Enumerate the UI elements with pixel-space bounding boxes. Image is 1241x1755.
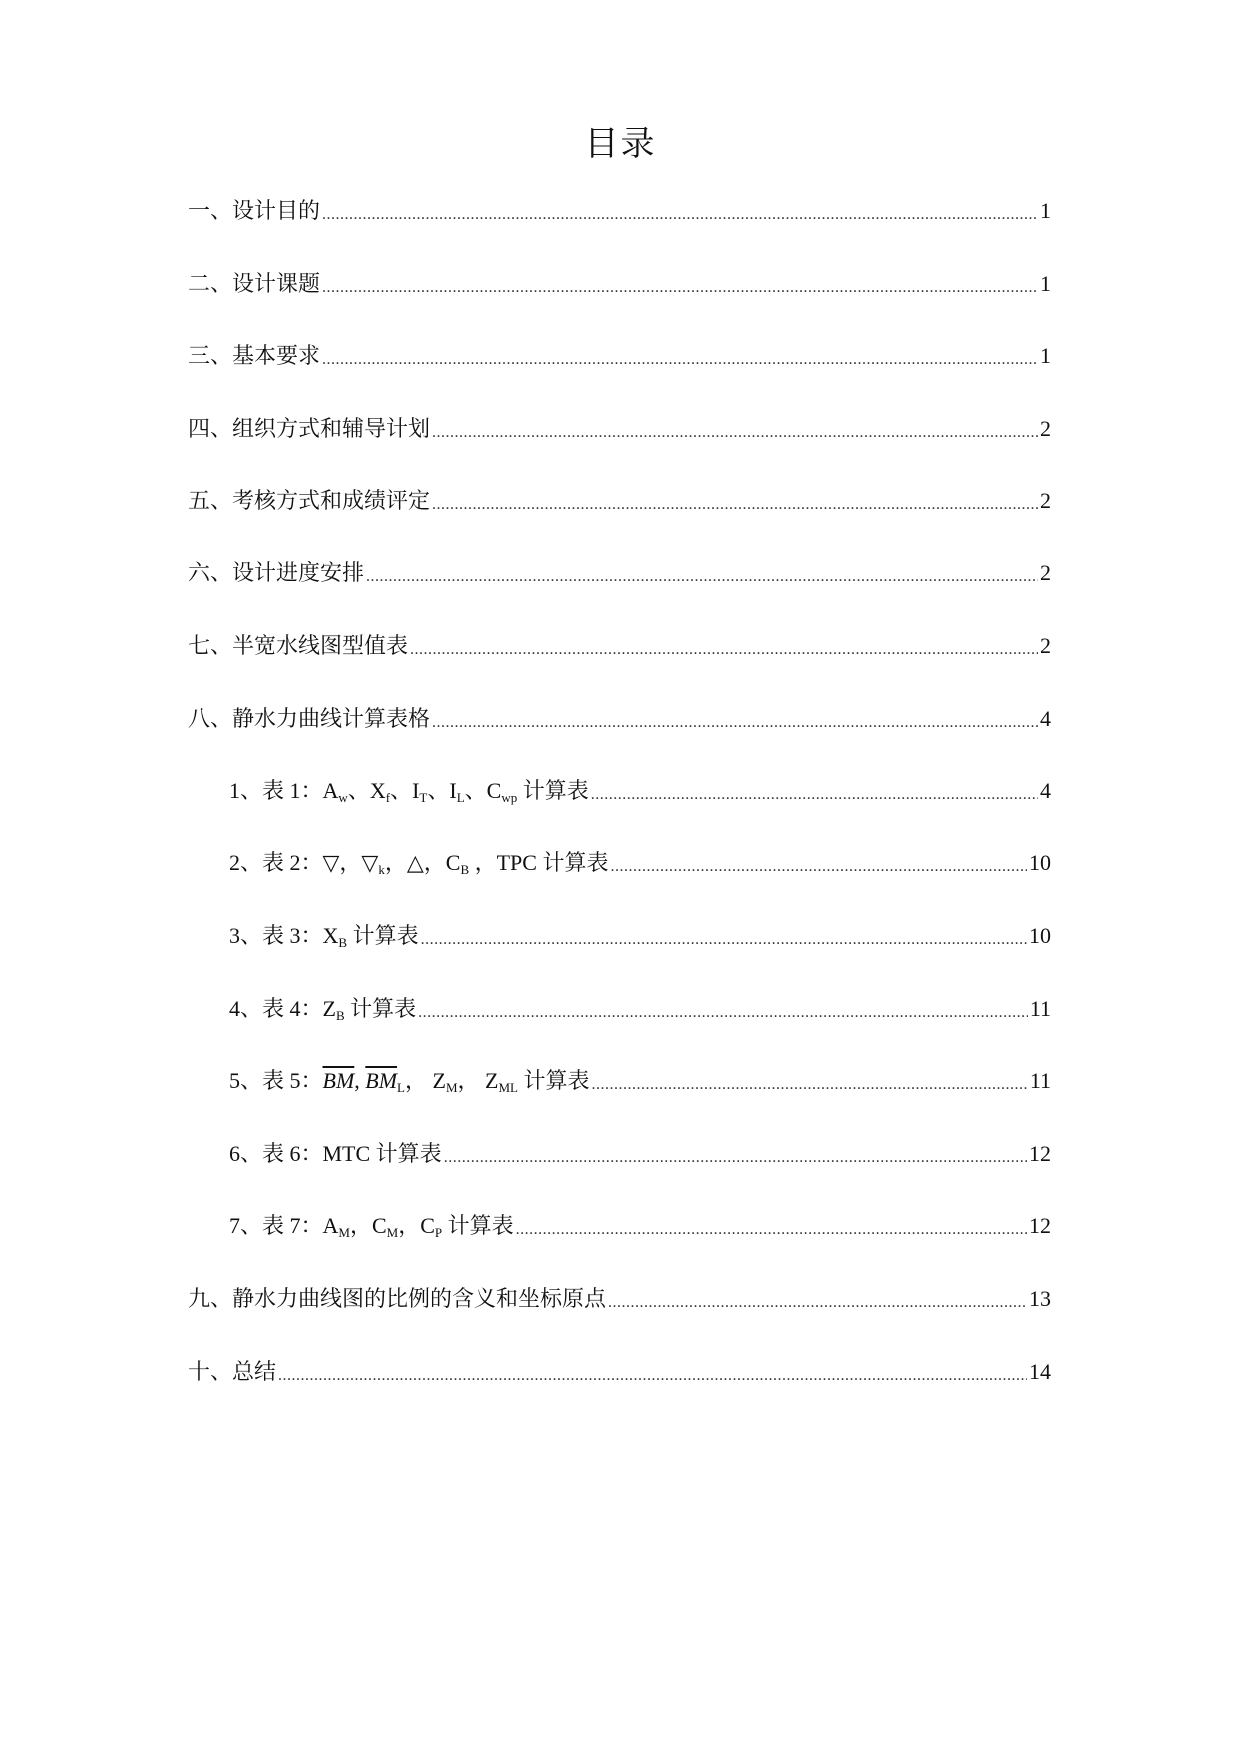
toc-leader-dots (592, 1067, 1028, 1095)
toc-entry-page: 2 (1040, 416, 1051, 441)
toc-entry-label: 五、考核方式和成绩评定 (188, 488, 431, 513)
toc-entry-page: 1 (1040, 198, 1051, 223)
toc-entry-scale-and-origin[interactable] (188, 1279, 1051, 1313)
toc-entry-page: 13 (1029, 1286, 1051, 1311)
toc-entry-label: 6、表 6：MTC 计算表 (229, 1141, 442, 1166)
toc-entry-page: 2 (1040, 633, 1051, 658)
toc-entry-table-5[interactable] (229, 1061, 1051, 1095)
toc-entry-page: 14 (1029, 1359, 1051, 1384)
page-title: 目录 (584, 124, 657, 164)
toc-leader-dots (432, 705, 1038, 733)
toc-leader-dots (516, 1212, 1027, 1240)
toc-leader-dots (410, 632, 1038, 660)
toc-leader-dots (278, 1358, 1027, 1386)
toc-entry-table-1[interactable] (229, 771, 1051, 805)
toc-entry-page: 11 (1029, 1068, 1051, 1093)
toc-entry-page: 4 (1040, 778, 1051, 803)
toc-leader-dots (608, 1285, 1027, 1313)
toc-entry-page: 2 (1040, 560, 1051, 585)
toc-entry-page: 10 (1029, 923, 1051, 948)
toc-entry-table-3[interactable] (229, 916, 1051, 950)
toc-entry-label: 八、静水力曲线计算表格 (188, 706, 431, 731)
toc-entry-page: 10 (1029, 850, 1051, 875)
toc-entry-label: 5、表 5：$\overline{BM}$, $\overline{BM}_L$， $Z_M$， $Z_{ML}$ 计算表 (229, 1068, 590, 1095)
toc-entry-page: 12 (1029, 1213, 1051, 1238)
toc-entry-hydrostatic-tables[interactable] (188, 699, 1051, 733)
toc-entry-label: 九、静水力曲线图的比例的含义和坐标原点 (188, 1286, 607, 1311)
toc-entry-label: 4、表 4：$Z_B$ 计算表 (229, 996, 417, 1023)
toc-entry-page: 4 (1040, 706, 1051, 731)
toc-leader-dots (322, 342, 1038, 370)
toc-entry-table-6[interactable] (229, 1134, 1051, 1168)
toc-leader-dots (421, 922, 1027, 950)
toc-leader-dots (322, 270, 1038, 298)
toc-entry-basic-requirements[interactable] (188, 336, 1051, 370)
toc-leader-dots (418, 995, 1028, 1023)
toc-entry-page: 12 (1029, 1141, 1051, 1166)
toc-entry-design-purpose[interactable] (188, 191, 1051, 225)
toc-entry-label: 六、设计进度安排 (188, 560, 365, 585)
toc-entry-organization-plan[interactable] (188, 409, 1051, 443)
toc-entry-label: 七、半宽水线图型值表 (188, 633, 409, 658)
toc-entry-label: 3、表 3：$X_B$ 计算表 (229, 923, 419, 950)
toc-leader-dots (432, 487, 1038, 515)
toc-entry-label: 2、表 2：▽，$▽_k$，△，$C_B$ ，TPC 计算表 (229, 850, 609, 877)
toc-entry-label: 1、表 1：$A_w$、$X_f$、$I_T$、$I_L$、$C_{wp}$ 计算表 (229, 778, 589, 805)
toc-entry-offset-table[interactable] (188, 626, 1051, 660)
toc-entry-table-4[interactable] (229, 989, 1051, 1023)
toc-entry-design-topic[interactable] (188, 264, 1051, 298)
toc-leader-dots (322, 197, 1038, 225)
toc-entry-assessment[interactable] (188, 481, 1051, 515)
toc-entry-page: 1 (1040, 271, 1051, 296)
toc-entry-schedule[interactable] (188, 553, 1051, 587)
toc-leader-dots (591, 777, 1038, 805)
toc-entry-table-7[interactable] (229, 1206, 1051, 1240)
toc-entry-page: 2 (1040, 488, 1051, 513)
toc-entry-page: 1 (1040, 343, 1051, 368)
toc-entry-label: 7、表 7：$A_M$，$C_M$，$C_P$ 计算表 (229, 1213, 514, 1240)
toc-entry-label: 二、设计课题 (188, 271, 321, 296)
toc-entry-table-2[interactable] (229, 843, 1051, 877)
toc-entry-label: 四、组织方式和辅导计划 (188, 416, 431, 441)
toc-entry-summary[interactable] (188, 1352, 1051, 1386)
toc-leader-dots (610, 849, 1027, 877)
toc-entry-label: 十、总结 (188, 1359, 277, 1384)
toc-leader-dots (444, 1140, 1027, 1168)
toc-entry-page: 11 (1029, 996, 1051, 1021)
toc-leader-dots (366, 559, 1038, 587)
toc-leader-dots (432, 415, 1038, 443)
toc-entry-label: 三、基本要求 (188, 343, 321, 368)
toc-entry-label: 一、设计目的 (188, 198, 321, 223)
